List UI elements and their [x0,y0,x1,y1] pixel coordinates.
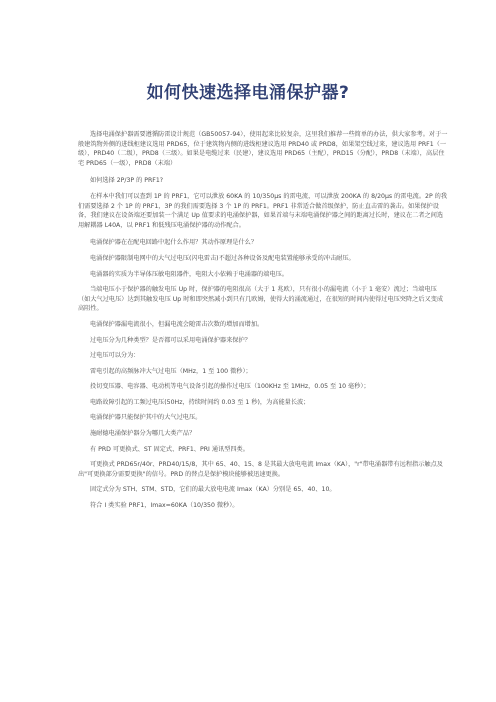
heading-function: 电涌保护器在在配电回路中起什么作用？其动作原理是什么？ [90,239,258,247]
heading-overvoltage: 过电压分为几种类型？是否都可以采用电涌保护器来保护？ [90,336,251,344]
paragraph-function-1: 电涌保护器限制电网中的大气过电压(闪电雷击)不超过各种设备及配电装置能够承受的冲击耐压。 [90,254,355,262]
paragraph-fixed: 固定式分为 STH、STM、STD，它们的最大放电电流 Imax（KA）分别是 65、40、10。 [90,486,336,494]
paragraph-product-types: 有 PRD 可更换式、ST 固定式、PRF1、PRI 通讯型四类。 [90,445,249,453]
paragraph-class1: 符合 I 类实验 PRF1，Imax=60KA（10/350 微秒）。 [90,502,239,510]
heading-product-types: 施耐德电涌保护器分为哪几大类产品？ [90,430,196,438]
paragraph-function-3: 当端电压小于保护器的触发电压 Up 时，保护器的电阻很高（大于 1 兆欧），只有很小的漏电流（小于 1 毫安）流过；当端电压（如大气过电压）达到其触发电压 Up 时和即突然减小到只有几欧姆，使得大的涌流通过，在很短的时间内使得过电压突降之后又变成高阻性。 [78,286,444,313]
paragraph-overvoltage-types: 过电压可以分为： [90,352,140,360]
paragraph-function-2: 电涌器的实质为半导体压敏电阻器件，电阻大小依赖于电涌器的端电压。 [90,270,288,278]
paragraph-intro: 选择电涌保护器需要遵循防雷设计规范（GB50057-94），使用起来比较复杂，这里我们推荐一些简单的办法，供大家参考。对于一般建筑物外侧的进线柜建议选用 PRD65，位于建筑物内侧的进线柜建议选用 PRD40 或 PRD8，如果架空线过来，建议选用 PRF1（一级），PRD40（二级），PRD8（三级）。如果是电缆过来（民建），建议选用 PRD65（主配），PRD15（分配），PRD8（末端），高层住宅 PRD65（一级），PRD8（末端） [78,131,448,167]
document-body [78,130,448,511]
page-title: 如何快速选择电涌保护器? [146,83,350,103]
paragraph-protect-scope: 电涌保护器只能保护其中的大气过电压。 [90,414,202,422]
paragraph-prd: 可更换式 PRD65r/40r、PRD40/15/8，其中 65、40、15、8 是其最大放电电流 Imax（KA），"r"带电涌器带有远程指示触点及出"可更换部分需要更换"的信号。PRD 的替点是保护模块能够被迅速更换。 [78,461,443,478]
list-item-lightning: 雷电引起的高频脉冲大气过电压（MHz，1 至 100 微秒）； [90,367,252,375]
paragraph-function-4: 电涌保护器漏电流很小，但漏电流会随雷击次数的增加而增加。 [90,320,264,328]
list-item-switching: 投切变压器、电容器、电动机等电气设备引起的操作过电压（100KHz 至 1MHz，0.05 至 10 毫秒）； [90,383,370,391]
list-item-power-frequency: 电路故障引起的工频过电压(50Hz，持续时间约 0.03 至 1 秒)，为高能量长波； [90,398,310,406]
heading-prf1: 如何选择 2P/3P 的 PRF1? [90,177,164,185]
paragraph-prf1: 在样本中我们可以查到 1P 的 PRF1，它可以泄放 60KA 的 10/350μs 的雷电流，可以泄放 200KA 的 8/20μs 的雷电流。2P 的我们需要选择 2 个 1P 的 PRF1，3P 的我们需要选择 3 个 1P 的 PRF1。PRF1 非常适合做首级保护，防止直击雷的袭击。如果保护设备，我们建议在设备端还要加装一个满足 Up 值要求的电涌保护器，如果首端与末端电涌保护器之间的距离过长时，建议在二者之间选用解耦器 L40A，以 PRF1 和低残压电涌保护器的动作配合。 [78,192,448,229]
